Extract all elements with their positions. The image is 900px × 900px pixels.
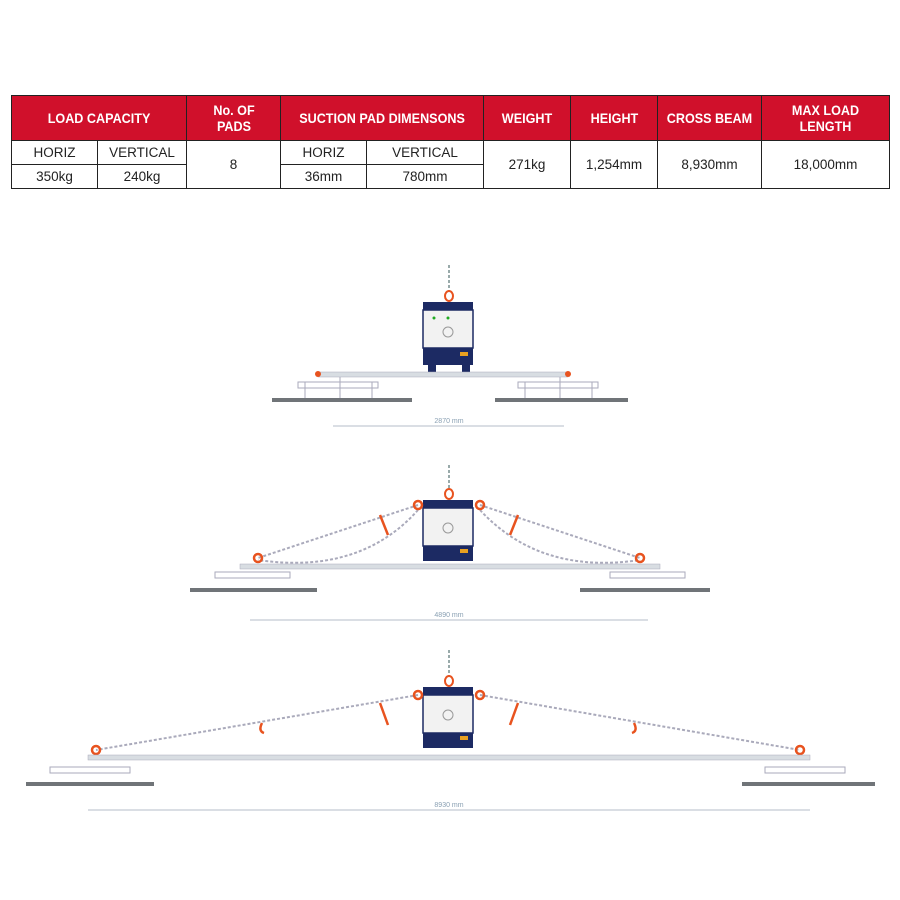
- pads-header: No. OF PADS: [187, 96, 281, 141]
- vacuum-unit-icon: [423, 302, 473, 375]
- vacuum-unit-icon: [423, 687, 473, 748]
- subheader-row: [12, 141, 890, 165]
- suction-pad-right: [742, 767, 875, 786]
- lifter-figure-compact: [0, 260, 900, 430]
- crane-hook-icon: [445, 650, 453, 686]
- suction-pad-right: [495, 377, 628, 402]
- suction-pad-right: [580, 572, 710, 592]
- max-load-length-header: MAX LOAD LENGTH: [762, 96, 890, 141]
- height-value: 1,254mm: [571, 141, 658, 189]
- load-vertical-value: 240kg: [98, 165, 187, 189]
- dimension-label: 4890 mm: [434, 612, 464, 619]
- cross-beam: [88, 755, 810, 760]
- lifter-figure-medium: [0, 460, 900, 625]
- crane-hook-icon: [445, 465, 453, 499]
- suction-pad-left: [190, 572, 317, 592]
- lifter-figure-extended: [0, 645, 900, 815]
- cross-beam-value: 8,930mm: [658, 141, 762, 189]
- spec-table: [11, 95, 890, 189]
- suction-pad-left: [272, 377, 412, 402]
- cross-beam-header: CROSS BEAM: [658, 96, 762, 141]
- suction-vertical-value: 780mm: [367, 165, 484, 189]
- dimension-label: 2870 mm: [434, 418, 464, 425]
- weight-header: WEIGHT: [484, 96, 571, 141]
- suction-pad-left: [26, 767, 154, 786]
- header-row: [12, 96, 890, 141]
- cross-beam: [240, 564, 660, 569]
- load-vertical-label: VERTICAL: [98, 141, 187, 165]
- weight-value: 271kg: [484, 141, 571, 189]
- suction-horiz-value: 36mm: [281, 165, 367, 189]
- max-load-length-value: 18,000mm: [762, 141, 890, 189]
- load-horiz-label: HORIZ: [12, 141, 98, 165]
- height-header: HEIGHT: [571, 96, 658, 141]
- crane-hook-icon: [445, 265, 453, 301]
- suction-horiz-label: HORIZ: [281, 141, 367, 165]
- pads-value: 8: [187, 141, 281, 189]
- load-capacity-header: LOAD CAPACITY: [12, 96, 187, 141]
- dimension-label: 8930 mm: [434, 802, 464, 809]
- vacuum-unit-icon: [423, 500, 473, 561]
- load-horiz-value: 350kg: [12, 165, 98, 189]
- suction-vertical-label: VERTICAL: [367, 141, 484, 165]
- cross-beam: [315, 371, 571, 377]
- suction-header: SUCTION PAD DIMENSONS: [281, 96, 484, 141]
